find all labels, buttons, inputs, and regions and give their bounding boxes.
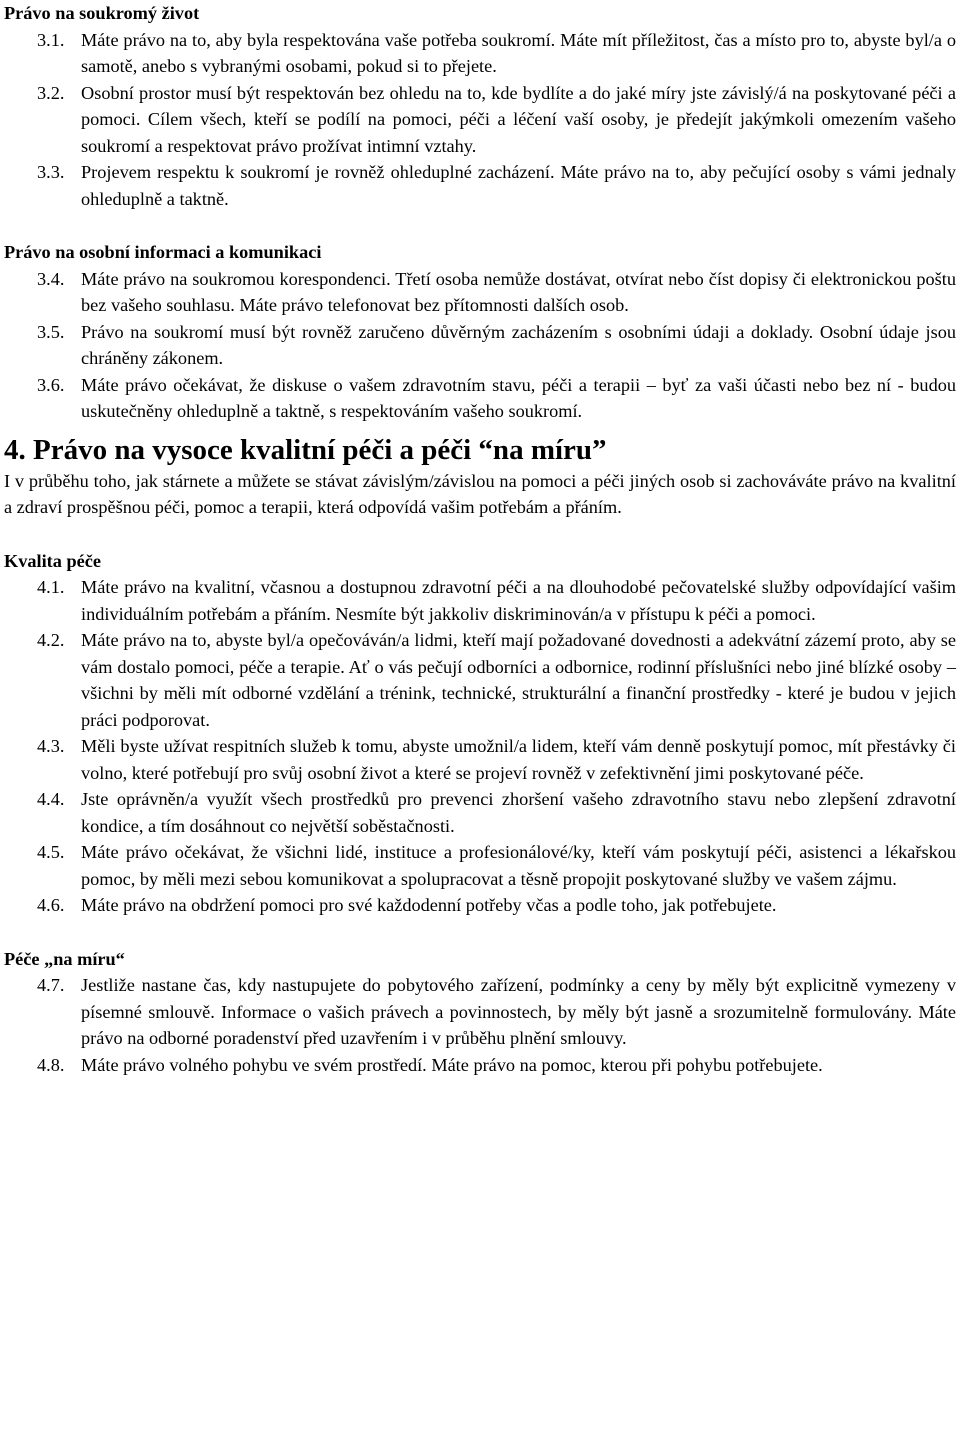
list-item <box>4 1052 956 1079</box>
item-text: Máte právo očekávat, že všichni lidé, instituce a profesionálové/ky, kteří vám poskytují péči, asistenci a lékařskou pomoc, by měli mezi sebou komunikovat a spolupracovat a těsně propojit poskytované služby ve vašem zájmu. <box>81 842 956 889</box>
list-item <box>4 733 956 786</box>
list-item <box>4 80 956 160</box>
list-item <box>4 27 956 80</box>
item-text: Měli byste užívat respitních služeb k tomu, abyste umožnil/a lidem, kteří vám denně poskytují pomoc, mít přestávky či volno, které potřebují pro svůj osobní život a které se projeví rovněž v zefektivnění jimi poskytované péče. <box>81 736 956 783</box>
item-text: Máte právo očekávat, že diskuse o vašem zdravotním stavu, péči a terapii – byť za vaši účasti nebo bez ní - budou uskutečněny ohleduplně a taktně, s respektováním vašeho soukromí. <box>81 374 956 421</box>
item-number: 4.7. <box>37 975 65 995</box>
item-number: 4.2. <box>37 630 65 650</box>
spacer <box>4 919 956 946</box>
section-4-heading: 4. Právo na vysoce kvalitní péči a péči “na míru” <box>4 433 607 466</box>
item-text: Máte právo volného pohybu ve svém prostředí. Máte právo na pomoc, kterou při pohybu potřebujete. <box>81 1054 823 1075</box>
section-4-intro: I v průběhu toho, jak stárnete a můžete se stávat závislým/závislou na pomoci a péči jiných osob si zachováváte právo na kvalitní a zdraví prospěšnou péči, pomoc a terapii, která odpovídá vašim potřebám a přáním. <box>4 470 956 517</box>
list-item <box>4 839 956 892</box>
item-number: 3.5. <box>37 321 65 342</box>
list-item <box>4 627 956 733</box>
item-text: Máte právo na to, abyste byl/a opečováván/a lidmi, kteří mají požadované dovednosti a adekvátní zázemí proto, aby se vám dostalo pomoci, péče a terapie. Ať o vás pečují odborníci a odbornice, rodinní příslušníci nebo jiné blízké osoby – všichni by měli mít odborné vzdělání a trénink, technické, strukturální a finanční prostředky - které je budou v jejich práci podporovat. <box>81 630 956 730</box>
list-item <box>4 574 956 627</box>
list-item <box>4 372 956 425</box>
item-number: 4.6. <box>37 895 65 915</box>
list-item <box>4 972 956 1052</box>
item-text: Osobní prostor musí být respektován bez ohledu na to, kde bydlíte a do jaké míry jste závislý/á na poskytované péči a pomoci. Cílem všech, kteří se podílí na pomoci, péči a léčení vaší osoby, je předejít jakýmkoli omezením vašeho soukromí a respektovat právo prožívat intimní vztahy. <box>81 82 956 156</box>
item-text: Právo na soukromí musí být rovněž zaručeno důvěrným zacházením s osobními údaji a doklady. Osobní údaje jsou chráněny zákonem. <box>81 321 956 368</box>
item-text: Máte právo na soukromou korespondenci. Třetí osoba nemůže dostávat, otvírat nebo číst dopisy či elektronickou poštu bez vašeho souhlasu. Máte právo telefonovat bez přítomnosti dalších osob. <box>81 268 956 315</box>
list-item <box>4 266 956 319</box>
spacer <box>4 521 956 548</box>
list-item <box>4 319 956 372</box>
item-number: 3.4. <box>37 268 65 289</box>
sub-heading-quality: Kvalita péče <box>4 550 101 571</box>
item-number: 4.8. <box>37 1054 65 1075</box>
list-item <box>4 786 956 839</box>
item-text: Jestliže nastane čas, kdy nastupujete do pobytového zařízení, podmínky a ceny by měly být explicitně vymezeny v písemné smlouvě. Informace o vašich právech a povinnostech, by měly být jasně a srozumitelně formulovány. Máte právo na odborné poradenství před uzavřením i v průběhu plnění smlouvy. <box>81 975 956 1048</box>
item-number: 4.3. <box>37 736 65 756</box>
sub-heading-information: Právo na osobní informaci a komunikaci <box>4 242 322 262</box>
item-text: Máte právo na to, aby byla respektována vaše potřeba soukromí. Máte mít příležitost, čas a místo pro to, abyste byl/a o samotě, anebo s vybranými osobami, pokud si to přejete. <box>81 29 956 76</box>
item-text: Jste oprávněn/a využít všech prostředků pro prevenci zhoršení vašeho zdravotního stavu nebo zlepšení zdravotní kondice, a tím dosáhnout co největší soběstačnosti. <box>81 789 956 836</box>
item-number: 3.1. <box>37 29 65 50</box>
sub-heading-custom-care: Péče „na míru“ <box>4 948 125 969</box>
list-item <box>4 159 956 212</box>
item-text: Máte právo na obdržení pomoci pro své každodenní potřeby včas a podle toho, jak potřebujete. <box>81 895 777 915</box>
spacer <box>4 212 956 239</box>
item-number: 4.4. <box>37 789 65 809</box>
item-text: Projevem respektu k soukromí je rovněž ohleduplné zacházení. Máte právo na to, aby pečující osoby s vámi jednaly ohleduplně a taktně. <box>81 162 956 209</box>
item-number: 4.1. <box>37 577 65 597</box>
section-heading-privacy: Právo na soukromý život <box>4 3 200 23</box>
item-number: 3.2. <box>37 82 65 103</box>
item-number: 3.3. <box>37 162 65 182</box>
item-text: Máte právo na kvalitní, včasnou a dostupnou zdravotní péči a na dlouhodobé pečovatelské služby odpovídající vašim individuálním potřebám a přáním. Nesmíte být jakkoliv diskriminován/a v přístupu k péči a pomoci. <box>81 577 956 624</box>
item-number: 4.5. <box>37 842 65 862</box>
list-item <box>4 892 956 919</box>
item-number: 3.6. <box>37 374 65 395</box>
